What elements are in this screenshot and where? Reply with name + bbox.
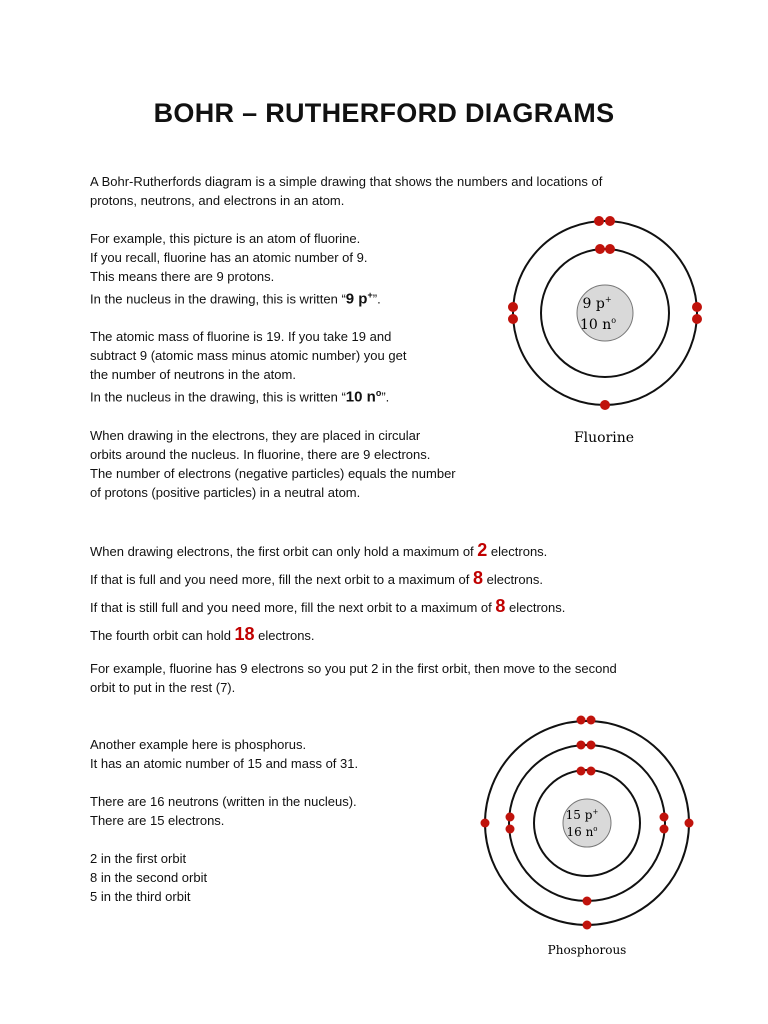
text-line: Another example here is phosphorus.	[90, 737, 307, 752]
fluorine-fill-paragraph	[90, 659, 617, 697]
fluorine-caption: Fluorine	[573, 430, 635, 446]
page-title: BOHR – RUTHERFORD DIAGRAMS	[153, 98, 615, 128]
text-line: When drawing in the electrons, they are placed in circular	[90, 428, 421, 443]
electron	[583, 897, 592, 906]
rule-line	[90, 540, 565, 562]
blank-line	[90, 830, 358, 849]
intro-line: A Bohr-Rutherfords diagram is a simple drawing that shows the numbers and locations of	[90, 174, 603, 189]
text-fragment: electrons.	[505, 600, 566, 615]
rule-line	[90, 596, 565, 618]
electron	[587, 741, 596, 750]
nucleus-protons: 15 p+	[565, 808, 599, 822]
electron	[577, 741, 586, 750]
electron	[508, 302, 518, 312]
text-line: It has an atomic number of 15 and mass of 31.	[90, 756, 359, 771]
electron	[508, 314, 518, 324]
text-fragment: If that is full and you need more, fill the next orbit to a maximum of	[90, 572, 473, 587]
orbit-rules	[90, 540, 565, 652]
text-fragment: ”.	[372, 291, 381, 307]
blank-line	[90, 773, 358, 792]
text-fragment: If that is still full and you need more, fill the next orbit to a maximum of	[90, 600, 496, 615]
text-fragment: In the nucleus in the drawing, this is written “	[90, 291, 346, 307]
text-fragment: When drawing electrons, the first orbit can only hold a maximum of	[90, 544, 478, 559]
text-fragment: The fourth orbit can hold	[90, 628, 235, 643]
text-line	[90, 384, 406, 406]
nucleus-protons: 9 p+	[582, 295, 612, 312]
electron	[583, 921, 592, 930]
electron	[685, 819, 694, 828]
text-fragment: electrons.	[487, 544, 548, 559]
text-fragment: In the nucleus in the drawing, this is written “	[90, 389, 346, 405]
electron	[600, 400, 610, 410]
electron	[594, 216, 604, 226]
electron	[506, 813, 515, 822]
proton-notation: 9 p	[345, 290, 368, 308]
electron	[577, 716, 586, 725]
rule-max-value: 8	[472, 568, 483, 588]
text-fragment: ”.	[381, 389, 390, 405]
nucleus-neutrons: 16 $n^o$	[566, 825, 598, 839]
text-line: 5 in the third orbit	[90, 889, 191, 904]
text-line: There are 15 electrons.	[90, 813, 225, 828]
text-fragment: electrons.	[254, 628, 315, 643]
electron	[577, 767, 586, 776]
text-line: orbits around the nucleus. In fluorine, there are 9 electrons.	[90, 447, 431, 462]
fluorine-mass-paragraph	[90, 327, 406, 406]
electron	[692, 302, 702, 312]
text-line: There are 16 neutrons (written in the nucleus).	[90, 794, 357, 809]
proton-charge: +	[367, 290, 373, 300]
text-line: orbit to put in the rest (7).	[90, 680, 236, 695]
nucleus	[563, 799, 611, 847]
text-fragment: electrons.	[482, 572, 543, 587]
rule-max-value: 2	[477, 540, 488, 560]
text-line: The atomic mass of fluorine is 19. If you take 19 and	[90, 329, 392, 344]
phosphorus-paragraph	[90, 735, 358, 906]
text-line: The number of electrons (negative particles) equals the number	[90, 466, 456, 481]
neutron-notation: 10 n	[345, 388, 376, 406]
electron	[660, 813, 669, 822]
fluorine-example-paragraph	[90, 229, 381, 308]
rule-line	[90, 624, 565, 646]
neutron-symbol: o	[375, 388, 382, 398]
electron	[481, 819, 490, 828]
intro-line: protons, neutrons, and electrons in an atom.	[90, 193, 345, 208]
text-line: This means there are 9 protons.	[90, 269, 275, 284]
text-line: If you recall, fluorine has an atomic number of 9.	[90, 250, 368, 265]
electron	[506, 825, 515, 834]
electron	[605, 244, 615, 254]
phosphorus-bohr-diagram	[470, 708, 710, 968]
rule-line	[90, 568, 565, 590]
fluorine-bohr-diagram	[500, 205, 720, 455]
text-line: subtract 9 (atomic mass minus atomic number) you get	[90, 348, 407, 363]
electron	[660, 825, 669, 834]
text-line: For example, this picture is an atom of fluorine.	[90, 231, 361, 246]
electron	[605, 216, 615, 226]
electron	[595, 244, 605, 254]
text-line: For example, fluorine has 9 electrons so you put 2 in the first orbit, then move to the second	[90, 661, 617, 676]
text-line	[90, 286, 381, 308]
electron	[587, 767, 596, 776]
text-line: of protons (positive particles) in a neutral atom.	[90, 485, 361, 500]
text-line: the number of neutrons in the atom.	[90, 367, 296, 382]
text-line: 2 in the first orbit	[90, 851, 187, 866]
nucleus-neutrons: 10 $n^o$	[579, 316, 617, 333]
rule-max-value: 18	[234, 624, 255, 644]
electron	[692, 314, 702, 324]
rule-max-value: 8	[495, 596, 506, 616]
fluorine-electrons-paragraph	[90, 426, 456, 502]
text-line: 8 in the second orbit	[90, 870, 208, 885]
electron	[587, 716, 596, 725]
phosphorus-caption: Phosphorous	[547, 943, 627, 957]
